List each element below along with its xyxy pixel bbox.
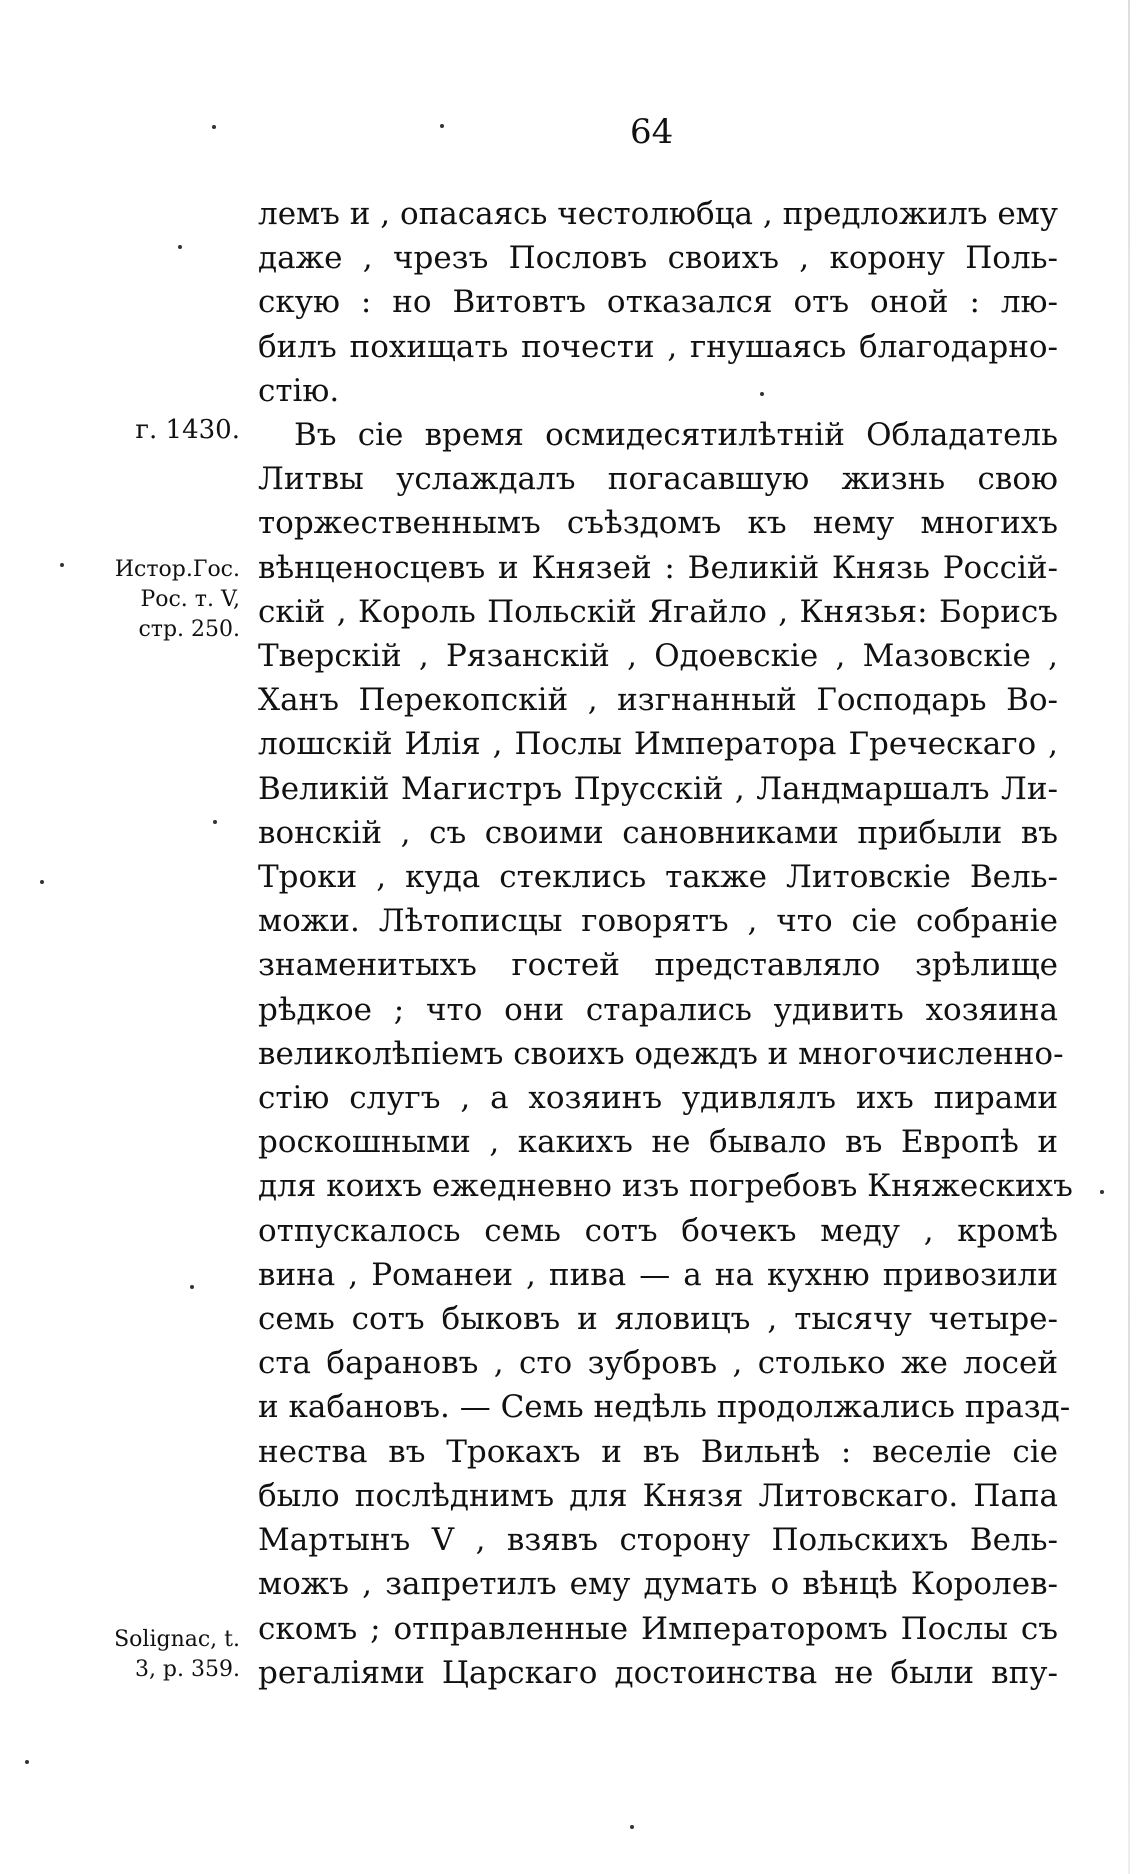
- text-line: было послѣднимъ для Князя Литовскаго. Папа: [258, 1477, 1058, 1514]
- text-line: скій , Король Польскій Ягайло , Князья: Борисъ: [258, 593, 1058, 630]
- text-line: Тверскій , Рязанскій , Одоевскіе , Мазовскіе ,: [258, 638, 1058, 675]
- text-line: ста барановъ , сто зубровъ , столько же лосей: [258, 1345, 1058, 1382]
- text-line: вина , Романеи , пива — а на кухню привозили: [258, 1256, 1058, 1293]
- page-number: 64: [630, 112, 674, 152]
- body-text: [258, 192, 1073, 1695]
- text-line: и кабановъ. — Семь недѣль продолжались празд-: [258, 1389, 1071, 1426]
- text-line: нества въ Трокахъ и въ Вильнѣ : веселіе сіе: [258, 1433, 1058, 1470]
- page-edge-shadow: [1128, 0, 1130, 1874]
- margin-note-year: г. 1430.: [135, 415, 240, 445]
- text-line: скомъ ; отправленные Императоромъ Послы съ: [258, 1610, 1058, 1647]
- text-line: даже , чрезъ Пословъ своихъ , корону Поль-: [258, 240, 1058, 277]
- text-line: Великій Магистръ Прусскій , Ландмаршалъ Ли-: [258, 770, 1058, 807]
- margin-note-karamzin-reference: [115, 555, 240, 645]
- scan-speck: [178, 245, 182, 249]
- text-line: лемъ и , опасаясь честолюбца , предложилъ ему: [258, 196, 1059, 232]
- text-line: скую : но Витовтъ отказался отъ оной : лю-: [258, 284, 1058, 321]
- text-line: регаліями Царскаго достоинства не были впу-: [258, 1654, 1058, 1691]
- text-line: знаменитыхъ гостей представляло зрѣлище: [258, 947, 1058, 984]
- text-line: можи. Лѣтописцы говорятъ , что сіе собраніе: [258, 903, 1058, 940]
- text-line: вѣнценосцевъ и Князей : Великій Князь Россій-: [258, 549, 1058, 586]
- scan-speck: [25, 1760, 29, 1764]
- text-line: Литвы услаждалъ погасавшую жизнь свою: [258, 461, 1058, 498]
- text-line: рѣдкое ; что они старались удивить хозяина: [258, 991, 1058, 1028]
- scan-speck: [213, 820, 217, 824]
- text-line: Въ сіе время осмидесятилѣтній Обладатель: [294, 417, 1058, 454]
- text-line: билъ похищать почести , гнушаясь благодарно-: [258, 328, 1058, 365]
- margin-note-line: 3, p. 359.: [134, 1657, 240, 1682]
- scan-speck: [440, 124, 444, 128]
- margin-note-line: Solignac, t.: [114, 1627, 240, 1652]
- text-line: Мартынъ V , взявъ сторону Польскихъ Вель-: [258, 1522, 1058, 1559]
- scan-speck: [60, 563, 64, 567]
- scan-speck: [1100, 1190, 1104, 1194]
- scan-speck: [760, 392, 764, 396]
- text-line: отпускалось семь сотъ бочекъ меду , кромѣ: [258, 1212, 1058, 1249]
- text-line: Троки , куда стеклись также Литовскіе Вель-: [258, 859, 1058, 896]
- text-line: стію.: [258, 372, 340, 409]
- text-line: Ханъ Перекопскій , изгнанный Господарь Во-: [258, 682, 1058, 719]
- text-line: торжественнымъ съѣздомъ къ нему многихъ: [258, 505, 1058, 542]
- margin-note-solignac-reference: [114, 1625, 240, 1685]
- text-line: стію слугъ , а хозяинъ удивлялъ ихъ пирами: [258, 1080, 1058, 1117]
- text-line: роскошными , какихъ не бывало въ Европѣ и: [258, 1124, 1058, 1161]
- text-line: вонскій , съ своими сановниками прибыли въ: [258, 814, 1058, 851]
- margin-note-line: стр. 250.: [138, 617, 240, 642]
- margin-note-line: Истор.Гос.: [114, 557, 240, 582]
- text-line: семь сотъ быковъ и яловицъ , тысячу четыре-: [258, 1301, 1058, 1338]
- text-line: великолѣпіемъ своихъ одеждъ и многочисленно-: [258, 1035, 1064, 1072]
- text-line: лошскій Илія , Послы Императора Греческаго ,: [258, 726, 1058, 763]
- scan-speck: [40, 880, 44, 884]
- scan-speck: [190, 1285, 194, 1289]
- scan-speck: [630, 1825, 634, 1829]
- scan-speck: [212, 125, 216, 129]
- text-line: можъ , запретилъ ему думать о вѣнцѣ Королев-: [258, 1566, 1058, 1603]
- margin-note-line: Рос. т. V,: [140, 587, 240, 612]
- text-line: для коихъ ежедневно изъ погребовъ Княжескихъ: [258, 1168, 1073, 1205]
